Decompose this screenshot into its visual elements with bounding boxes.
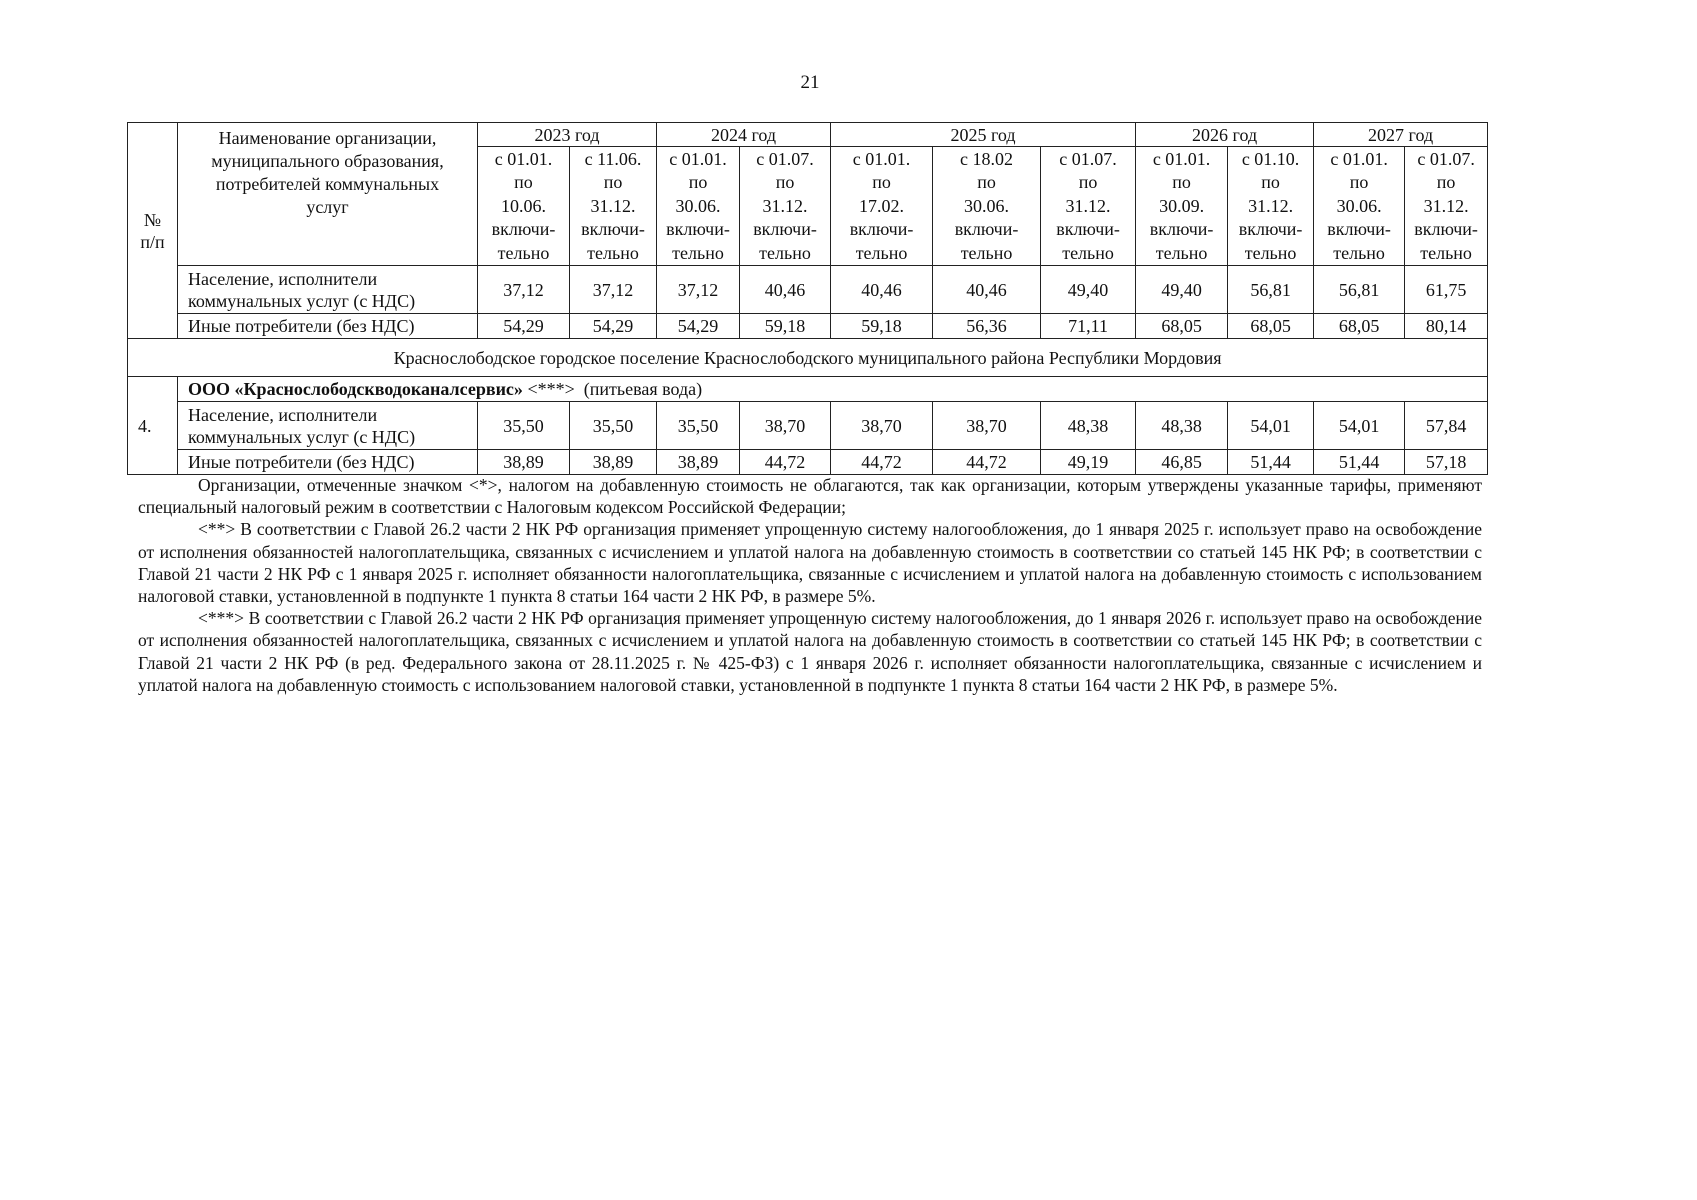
category-cell [178, 314, 478, 339]
period-header-line: включи- [491, 219, 556, 240]
category-cell [178, 450, 478, 475]
period-header-line: 31.12. [1248, 195, 1294, 216]
year-header-row [128, 123, 1488, 147]
period-header-line: включи- [753, 219, 817, 240]
period-header-line: включи- [849, 219, 914, 240]
value-cell: 40,46 [831, 266, 933, 314]
value-cell: 68,05 [1314, 314, 1405, 339]
value-cell: 44,72 [831, 450, 933, 475]
period-header-line: тельно [759, 242, 811, 263]
period-header-cell [478, 147, 570, 266]
value-cell: 35,50 [478, 402, 570, 450]
value-cell: 61,75 [1405, 266, 1488, 314]
period-header-line: с 01.07. [1059, 149, 1117, 169]
number-header-line: № [143, 209, 162, 230]
value-cell: 38,70 [831, 402, 933, 450]
value-cell: 44,72 [740, 450, 831, 475]
category-line: Иные потребители (без НДС) [188, 452, 415, 473]
value-cell: 48,38 [1136, 402, 1228, 450]
period-header-line: 31.12. [1423, 195, 1469, 216]
period-header-line: по [603, 172, 623, 193]
page-number: 21 [800, 72, 820, 93]
period-header-line: 30.06. [675, 195, 721, 216]
period-header-line: по [688, 172, 708, 193]
period-header-line: 30.09. [1159, 195, 1205, 216]
period-header-line: 10.06. [501, 195, 546, 216]
period-header-line: тельно [587, 242, 639, 263]
period-header-line: тельно [497, 242, 550, 263]
period-header-line: по [1078, 172, 1098, 193]
value-cell: 35,50 [657, 402, 740, 450]
period-header-line: с 01.07. [1417, 149, 1475, 169]
category-cell [178, 402, 478, 450]
value-cell: 49,19 [1041, 450, 1136, 475]
category-line: Население, исполнители [188, 404, 378, 425]
period-header-cell [1314, 147, 1405, 266]
category-line: Иные потребители (без НДС) [188, 316, 415, 337]
category-cell [178, 266, 478, 314]
value-cell: 49,40 [1136, 266, 1228, 314]
table-row [128, 402, 1488, 450]
period-header-line: включи- [1414, 219, 1478, 240]
value-cell: 38,89 [657, 450, 740, 475]
number-header-line: п/п [140, 231, 165, 252]
period-header-line: по [1172, 172, 1191, 193]
year-header-2025: 2025 год [831, 123, 1136, 147]
period-header-line: включи- [581, 219, 645, 240]
period-header-line: тельно [672, 242, 724, 263]
name-header-line: услуг [306, 197, 349, 217]
year-header-2023: 2023 год [478, 123, 657, 147]
value-cell: 51,44 [1314, 450, 1405, 475]
value-cell: 54,29 [657, 314, 740, 339]
value-cell: 71,11 [1041, 314, 1136, 339]
value-cell: 59,18 [740, 314, 831, 339]
value-cell: 54,29 [478, 314, 570, 339]
period-header-line: 31.12. [590, 195, 636, 216]
period-header-line: тельно [960, 242, 1013, 263]
category-line: коммунальных услуг (с НДС) [188, 290, 416, 311]
period-header-line: с 01.01. [1152, 149, 1211, 169]
period-header-cell [831, 147, 933, 266]
year-header-2026: 2026 год [1136, 123, 1314, 147]
table-row [128, 266, 1488, 314]
tariff-table [127, 122, 1488, 475]
value-cell: 44,72 [933, 450, 1041, 475]
period-header-line: с 18.02 [960, 149, 1014, 169]
value-cell: 37,12 [657, 266, 740, 314]
value-cell: 54,01 [1314, 402, 1405, 450]
value-cell: 57,18 [1405, 450, 1488, 475]
period-header-cell [1228, 147, 1314, 266]
name-header-line: Наименование организации, [218, 128, 437, 148]
period-header-cell [1136, 147, 1228, 266]
period-header-line: с 01.10. [1241, 149, 1300, 169]
period-header-cell [570, 147, 657, 266]
number-header [128, 123, 178, 339]
region-title: Краснослободское городское поселение Краснослободского муниципального района Республики Мордовия [128, 339, 1488, 377]
period-header-line: включи- [1238, 219, 1303, 240]
period-header-line: тельно [1062, 242, 1114, 263]
category-line: коммунальных услуг (с НДС) [188, 426, 416, 447]
value-cell: 49,40 [1041, 266, 1136, 314]
period-header-line: по [1261, 172, 1280, 193]
period-header-line: включи- [666, 219, 730, 240]
value-cell: 46,85 [1136, 450, 1228, 475]
period-header-line: тельно [1244, 242, 1297, 263]
period-header-line: 31.12. [1065, 195, 1111, 216]
value-cell: 38,70 [740, 402, 831, 450]
value-cell: 48,38 [1041, 402, 1136, 450]
period-header-line: включи- [1149, 219, 1214, 240]
period-header-line: включи- [1056, 219, 1120, 240]
period-header-line: 30.06. [1336, 195, 1382, 216]
value-cell: 54,29 [570, 314, 657, 339]
period-header-line: по [514, 172, 533, 193]
period-header-cell [933, 147, 1041, 266]
organization-number: 4. [128, 377, 178, 475]
organization-row [128, 377, 1488, 402]
year-header-2027: 2027 год [1314, 123, 1488, 147]
organization-title [178, 377, 1488, 402]
period-header-line: 30.06. [964, 195, 1010, 216]
period-header-line: тельно [1155, 242, 1208, 263]
value-cell: 40,46 [933, 266, 1041, 314]
year-header-2024: 2024 год [657, 123, 831, 147]
period-header-line: тельно [1333, 242, 1385, 263]
period-header-cell [740, 147, 831, 266]
value-cell: 56,36 [933, 314, 1041, 339]
period-header-line: включи- [954, 219, 1019, 240]
period-header-cell [657, 147, 740, 266]
period-header-line: тельно [855, 242, 908, 263]
value-cell: 68,05 [1136, 314, 1228, 339]
period-header-line: с 01.01. [1330, 149, 1388, 169]
name-header [178, 123, 478, 266]
value-cell: 68,05 [1228, 314, 1314, 339]
value-cell: 57,84 [1405, 402, 1488, 450]
table-row [128, 450, 1488, 475]
period-header-cell [1041, 147, 1136, 266]
value-cell: 37,12 [478, 266, 570, 314]
period-header-cell [1405, 147, 1488, 266]
period-header-line: с 01.07. [756, 149, 814, 169]
period-header-line: включи- [1327, 219, 1391, 240]
organization-suffix: <***> (питьевая вода) [522, 379, 703, 400]
value-cell: 35,50 [570, 402, 657, 450]
period-header-line: по [775, 172, 795, 193]
table-row [128, 314, 1488, 339]
value-cell: 37,12 [570, 266, 657, 314]
period-header-line: тельно [1420, 242, 1472, 263]
value-cell: 54,01 [1228, 402, 1314, 450]
value-cell: 56,81 [1314, 266, 1405, 314]
footnotes [138, 474, 1482, 696]
period-header-line: по [872, 172, 891, 193]
footnote: Организации, отмеченные значком <*>, налогом на добавленную стоимость не облагаются, так как организации, которым утверждены указанные тарифы, применяют специальный налоговый режим в соответствии с Налоговым кодексом Российской Федерации; [138, 475, 1482, 518]
period-header-line: по [977, 172, 996, 193]
name-header-line: муниципального образования, [211, 151, 444, 171]
organization-name: ООО «Краснослободскводоканалсервис» [188, 379, 523, 400]
value-cell: 59,18 [831, 314, 933, 339]
value-cell: 40,46 [740, 266, 831, 314]
period-header-line: с 01.01. [494, 149, 553, 169]
period-header-line: с 01.01. [852, 149, 911, 169]
value-cell: 38,89 [478, 450, 570, 475]
period-header-line: 31.12. [762, 195, 808, 216]
period-header-line: по [1436, 172, 1456, 193]
value-cell: 38,70 [933, 402, 1041, 450]
period-header-line: 17.02. [859, 195, 905, 216]
value-cell: 38,89 [570, 450, 657, 475]
footnote: <***> В соответствии с Главой 26.2 части 2 НК РФ организация применяет упрощенную систему налогообложения, до 1 января 2026 г. использует право на освобождение от исполнения обязанностей налогоплательщика, связанных с исчислением и уплатой налога на добавленную стоимость в соответствии со статьей 145 НК РФ; в соответствии с Главой 21 части 2 НК РФ (в ред. Федерального закона от 28.11.2025 г. № 425-ФЗ) с 1 января 2026 г. исполняет обязанности налогоплательщика, связанные с исчислением и уплатой налога на добавленную стоимость с использованием налоговой ставки, установленной в подпункте 1 пункта 8 статьи 164 части 2 НК РФ, в размере 5%. [138, 608, 1482, 695]
footnote: <**> В соответствии с Главой 26.2 части 2 НК РФ организация применяет упрощенную систему налогообложения, до 1 января 2025 г. использует право на освобождение от исполнения обязанностей налогоплательщика, связанных с исчислением и уплатой налога на добавленную стоимость в соответствии со статьей 145 НК РФ; в соответствии с Главой 21 части 2 НК РФ с 1 января 2025 г. исполняет обязанности налогоплательщика, связанные с исчислением и уплатой налога на добавленную стоимость с использованием налоговой ставки, установленной в подпункте 1 пункта 8 статьи 164 части 2 НК РФ, в размере 5%. [138, 519, 1482, 607]
value-cell: 80,14 [1405, 314, 1488, 339]
category-line: Население, исполнители [188, 268, 378, 289]
period-header-line: по [1349, 172, 1369, 193]
name-header-line: потребителей коммунальных [215, 174, 440, 194]
value-cell: 56,81 [1228, 266, 1314, 314]
region-row [128, 339, 1488, 377]
period-header-line: с 01.01. [669, 149, 727, 169]
value-cell: 51,44 [1228, 450, 1314, 475]
period-header-line: с 11.06. [584, 149, 642, 169]
